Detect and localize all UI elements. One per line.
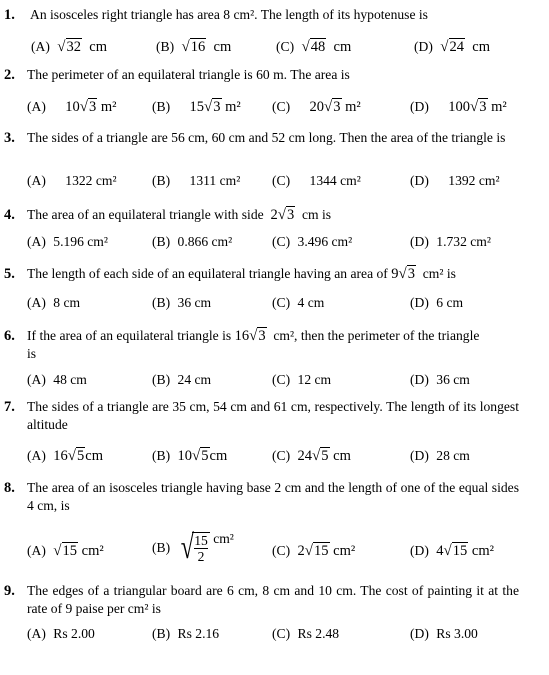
option-b[interactable]: (B) 1311 cm² (152, 173, 241, 188)
question-text: If the area of an equilateral triangle is 16√3 cm², then the perimeter of the triangle is (27, 328, 480, 361)
option-c[interactable]: (C) 1344 cm² (272, 173, 361, 188)
option-b[interactable]: (B) 36 cm (152, 295, 212, 310)
question-text: The perimeter of an equilateral triangle is 60 m. The area is (27, 67, 350, 82)
option-b[interactable]: (B) √ $\frac{15}{2}$ cm² (152, 528, 234, 566)
option-a[interactable]: (A) 16√5cm (27, 448, 103, 464)
option-c[interactable]: (C) 3.496 cm² (272, 234, 353, 249)
option-b[interactable]: (B) 10√5cm (152, 448, 228, 464)
option-c[interactable]: (C) 24√5 cm (272, 448, 351, 464)
option-b[interactable]: (B) 0.866 cm² (152, 234, 233, 249)
option-b[interactable]: (B) 24 cm (152, 372, 212, 387)
option-d[interactable]: (D) 100√3 m² (410, 99, 507, 115)
option-c[interactable]: (C) Rs 2.48 (272, 626, 340, 641)
option-d[interactable]: (D) 4√15 cm² (410, 543, 494, 559)
question-number: 5. (4, 266, 15, 282)
question-number: 4. (4, 207, 15, 223)
question-text: The sides of a triangle are 35 cm, 54 cm and 61 cm, respectively. The length of its longest altitude (27, 399, 519, 432)
option-c[interactable]: (C) 2√15 cm² (272, 543, 356, 559)
option-c[interactable]: (C) 4 cm (272, 295, 325, 310)
question-text: The area of an isosceles triangle having base 2 cm and the length of one of the equal sides 4 cm, is (27, 480, 519, 513)
option-d[interactable]: (D) √24 cm (414, 39, 490, 55)
question-text: The area of an equilateral triangle with side 2√3 cm is (27, 207, 332, 223)
option-d[interactable]: (D) 28 cm (410, 448, 470, 463)
question-text: The edges of a triangular board are 6 cm, 8 cm and 10 cm. The cost of painting it at the rate of 9 paise per cm² is (27, 583, 519, 616)
question-text: The sides of a triangle are 56 cm, 60 cm and 52 cm long. Then the area of the triangle is (27, 130, 506, 145)
question-number: 7. (4, 399, 15, 415)
question-number: 2. (4, 67, 15, 83)
option-d[interactable]: (D) 1.732 cm² (410, 234, 491, 249)
option-d[interactable]: (D) 1392 cm² (410, 173, 500, 188)
option-a[interactable]: (A) Rs 2.00 (27, 626, 95, 641)
question-text: The length of each side of an equilateral triangle having an area of 9√3 cm² is (27, 266, 456, 282)
option-d[interactable]: (D) 6 cm (410, 295, 464, 310)
question-number: 3. (4, 130, 15, 146)
option-a[interactable]: (A) √15 cm² (27, 543, 104, 559)
option-b[interactable]: (B) Rs 2.16 (152, 626, 220, 641)
question-number: 8. (4, 480, 15, 496)
option-b[interactable]: (B) √16 cm (156, 39, 232, 55)
option-c[interactable]: (C) 12 cm (272, 372, 332, 387)
option-a[interactable]: (A) 5.196 cm² (27, 234, 108, 249)
option-a[interactable]: (A) √32 cm (31, 39, 107, 55)
option-c[interactable]: (C) 20√3 m² (272, 99, 361, 115)
option-b[interactable]: (B) 15√3 m² (152, 99, 241, 115)
option-a[interactable]: (A) 8 cm (27, 295, 81, 310)
question-number: 6. (4, 328, 15, 344)
question-number: 1. (4, 7, 15, 23)
option-a[interactable]: (A) 10√3 m² (27, 99, 117, 115)
option-d[interactable]: (D) 36 cm (410, 372, 470, 387)
option-d[interactable]: (D) Rs 3.00 (410, 626, 478, 641)
option-c[interactable]: (C) √48 cm (276, 39, 352, 55)
question-text: An isosceles right triangle has area 8 cm². The length of its hypotenuse is (30, 7, 428, 22)
option-a[interactable]: (A) 48 cm (27, 372, 87, 387)
question-number: 9. (4, 583, 15, 599)
option-a[interactable]: (A) 1322 cm² (27, 173, 117, 188)
